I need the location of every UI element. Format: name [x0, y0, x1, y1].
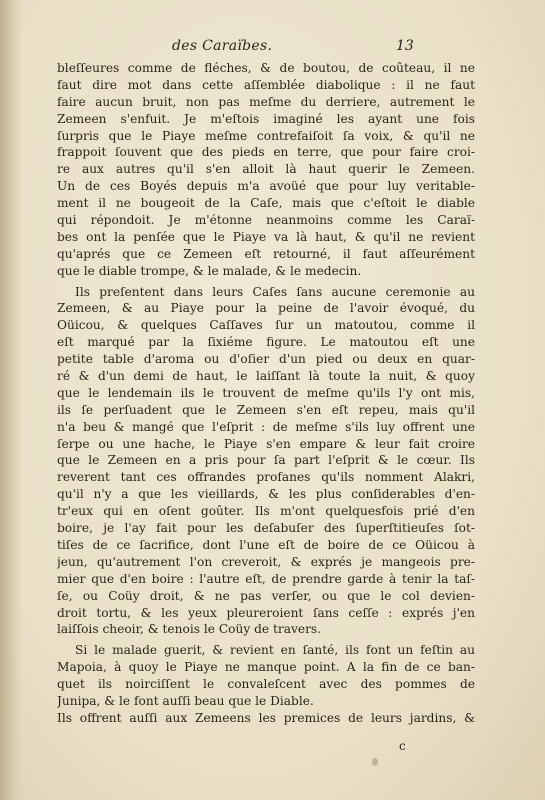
text-line: droit tortu, & les yeux pleureroient ſans ceſſe : exprés j'en	[57, 605, 475, 620]
text-line: bes ont la penſée que le Piaye va là haut, & qu'il ne revient	[57, 229, 475, 244]
text-line: jeun, qu'autrement l'on creveroit, & exprés je mangeois pre-	[57, 554, 475, 569]
text-line: Ils offrent auſſi aux Zemeens les premices de leurs jardins, &	[57, 710, 475, 725]
text-line: boire, je l'ay fait pour les deſabuſer des ſuperſtitieuſes ſot-	[57, 521, 475, 536]
text-line: qui répondoit. Je m'étonne neanmoins comme les Caraï-	[57, 213, 475, 228]
text-line: Si le malade guerit, & revient en ſanté, ils font un feſtin au	[75, 643, 475, 658]
text-line: faut dire mot dans cette aſſemblée diabolique : il ne faut	[57, 77, 475, 92]
running-head-title: des Caraïbes.	[172, 38, 273, 54]
running-head	[0, 38, 545, 58]
text-line: ſe, ou Coüy droit, & ne pas verſer, ou que le col devien-	[57, 588, 475, 603]
text-line: re aux autres qu'il s'en alloit là haut querir le Zemeen.	[57, 162, 475, 177]
text-line: petite table d'aroma ou d'oſier d'un pied ou deux en quar-	[57, 352, 475, 367]
page-gutter	[0, 0, 22, 800]
signature-mark: c	[399, 739, 406, 753]
page-number: 13	[396, 38, 414, 54]
text-line: Oüicou, & quelques Caſſaves ſur un matoutou, comme il	[57, 318, 475, 333]
text-line: qu'il n'y a que les vieillards, & les plus conſiderables d'en-	[57, 487, 475, 502]
text-line: bleſſeures comme de fléches, & de boutou, de coûteau, il ne	[57, 61, 475, 75]
text-line: tr'eux qui en oſent goûter. Ils m'ont quelquesfois prié d'en	[57, 504, 475, 519]
text-line: Mapoia, à quoy le Piaye ne manque point. A la fin de ce ban-	[57, 660, 475, 675]
paragraph-3	[57, 642, 475, 710]
text-line: que le diable trompe, & le malade, & le medecin.	[57, 263, 362, 278]
paragraph-2	[57, 284, 475, 639]
text-line: n'a beu & mangé que l'eſprit : de meſme s'ils luy offrent une	[57, 419, 475, 434]
text-line: Zemeen, & au Piaye pour la peine de l'avoir évoqué, du	[57, 301, 475, 316]
text-line: ſerpe ou une hache, le Piaye s'en empare & leur fait croire	[57, 436, 475, 451]
text-line: que le lendemain ils le trouvent de meſme qu'ils l'y ont mis,	[57, 385, 475, 400]
text-line: mier que d'en boire : l'autre eſt, de prendre garde à tenir la taſ-	[57, 571, 475, 586]
text-line: que le Zemeen en a pris pour ſa part l'eſprit & le cœur. Ils	[57, 453, 475, 468]
text-line: quet ils noirciſſent le convaleſcent avec des pommes de	[57, 677, 475, 692]
text-line: frappoit ſouvent que des pieds en terre, que pour faire croi-	[57, 145, 475, 160]
text-line: Ils preſentent dans leurs Caſes ſans aucune ceremonie au	[75, 284, 475, 299]
text-line: ment il ne bougeoit de la Caſe, mais que c'eſtoit le diable	[57, 196, 475, 211]
text-line: faire aucun bruit, non pas meſme du derriere, autrement le	[57, 94, 475, 109]
text-line: reverent tant ces offrandes profanes qu'ils nomment Alakri,	[57, 470, 475, 485]
text-line: ré & d'un demi de haut, le laiſſant là toute la nuit, & quoy	[57, 369, 475, 384]
text-line: eſt marqué par la ſixiéme figure. Le matoutou eſt une	[57, 335, 475, 350]
text-line: Un de ces Boyés depuis m'a avoüé que pour luy veritable-	[57, 179, 475, 194]
text-line: Junipa, & le font auſſi beau que le Diable.	[57, 693, 314, 708]
text-line: laiſſois cheoir, & tenois le Coüy de travers.	[57, 622, 322, 637]
text-line: ſurpris que le Piaye meſme contrefaiſoit ſa voix, & qu'il ne	[57, 128, 475, 143]
text-line: qu'aprés que ce Zemeen eſt retourné, il faut aſſeurément	[57, 246, 475, 261]
paragraph-1	[57, 60, 475, 280]
text-line: Zemeen s'enfuit. Je m'eſtois imaginé les ayant une fois	[57, 111, 475, 126]
body-text	[57, 60, 475, 727]
text-line: tiſes de ce ſacrifice, dont l'une eſt de boire de ce Oüicou à	[57, 537, 475, 552]
ink-spot	[372, 758, 378, 766]
text-line: ils ſe perſuadent que le Zemeen s'en eſt repeu, mais qu'il	[57, 402, 475, 417]
paragraph-4	[57, 710, 475, 727]
